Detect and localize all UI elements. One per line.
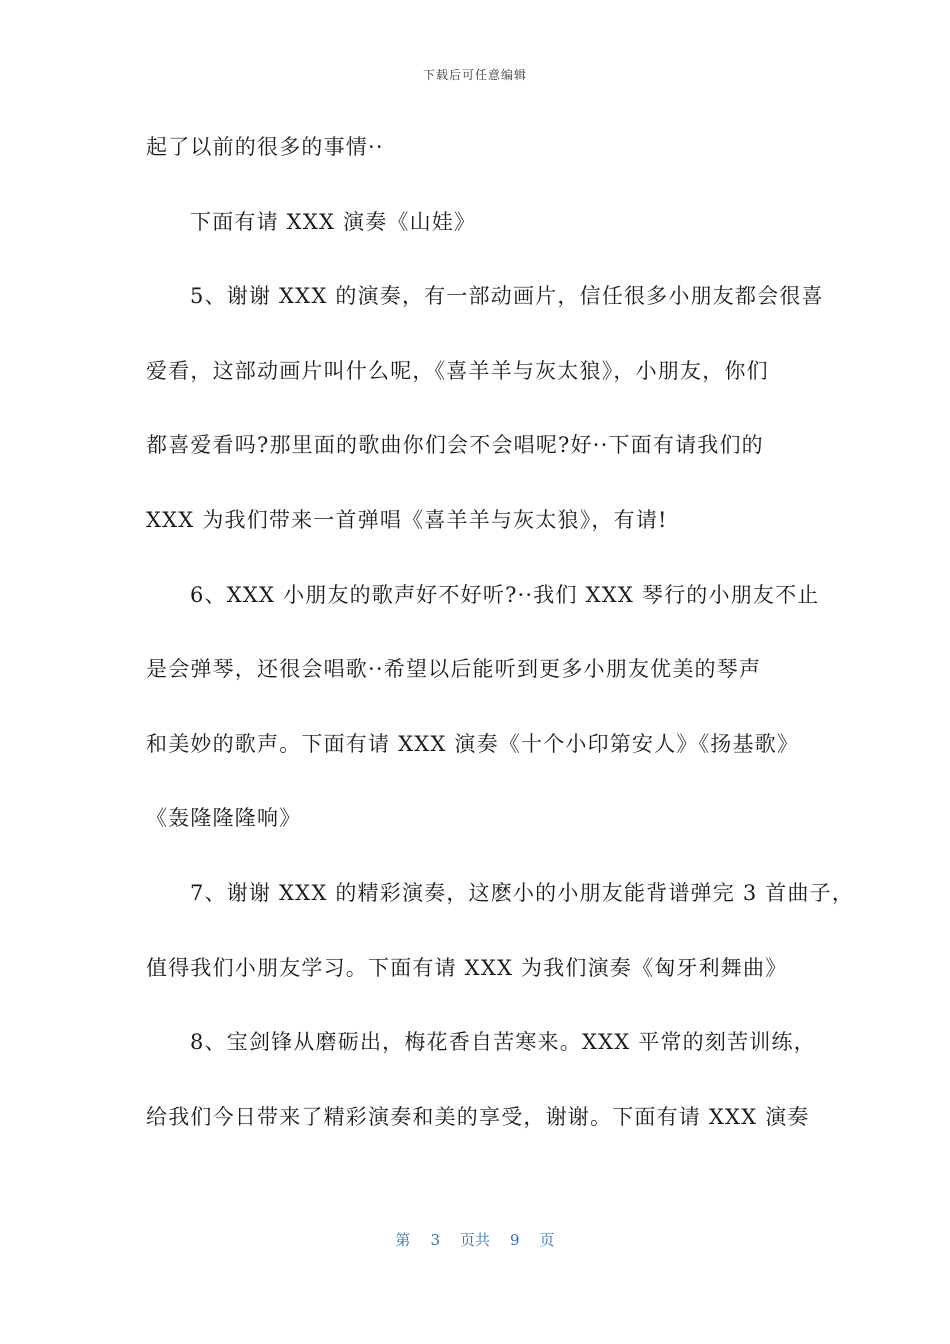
- text-line: 值得我们小朋友学习。下面有请 XXX 为我们演奏《匈牙利舞曲》: [146, 955, 788, 980]
- text-line: 7、谢谢 XXX 的精彩演奏，这麽小的小朋友能背谱弹完 3 首曲子，: [190, 880, 855, 905]
- page-suffix: 页: [539, 1231, 555, 1249]
- text-line: XXX 为我们带来一首弹唱《喜羊羊与灰太狼》，有请!: [146, 507, 668, 532]
- document-body: [146, 130, 855, 1174]
- text-line: 8、宝剑锋从磨砺出，梅花香自苦寒来。XXX 平常的刻苦训练，: [190, 1030, 816, 1055]
- text-line: 起了以前的很多的事情··: [146, 135, 384, 159]
- text-line: 给我们今日带来了精彩演奏和美的享受，谢谢。下面有请 XXX 演奏: [146, 1104, 810, 1129]
- text-line: 5、谢谢 XXX 的演奏，有一部动画片，信任很多小朋友都会很喜: [190, 284, 824, 309]
- header-note: 下载后可任意编辑: [422, 68, 527, 82]
- page-footer: [0, 1229, 950, 1250]
- text-line: 爱看，这部动画片叫什么呢，《喜羊羊与灰太狼》，小朋友，你们: [146, 358, 769, 383]
- text-line: 都喜爱看吗?那里面的歌曲你们会不会唱呢?好··下面有请我们的: [146, 433, 764, 458]
- text-line: 《轰隆隆隆响》: [146, 806, 302, 831]
- text-line: 是会弹琴，还很会唱歌··希望以后能听到更多小朋友优美的琴声: [146, 657, 762, 682]
- text-line: 和美妙的歌声。下面有请 XXX 演奏《十个小印第安人》《扬基歌》: [146, 731, 800, 756]
- current-page-number: 3: [430, 1231, 440, 1249]
- total-pages-number: 9: [510, 1231, 520, 1249]
- text-line: 6、XXX 小朋友的歌声好不好听?··我们 XXX 琴行的小朋友不止: [190, 582, 820, 607]
- text-line: 下面有请 XXX 演奏《山娃》: [190, 209, 477, 234]
- page-prefix: 第: [395, 1231, 411, 1249]
- page-mid: 页共: [459, 1231, 490, 1249]
